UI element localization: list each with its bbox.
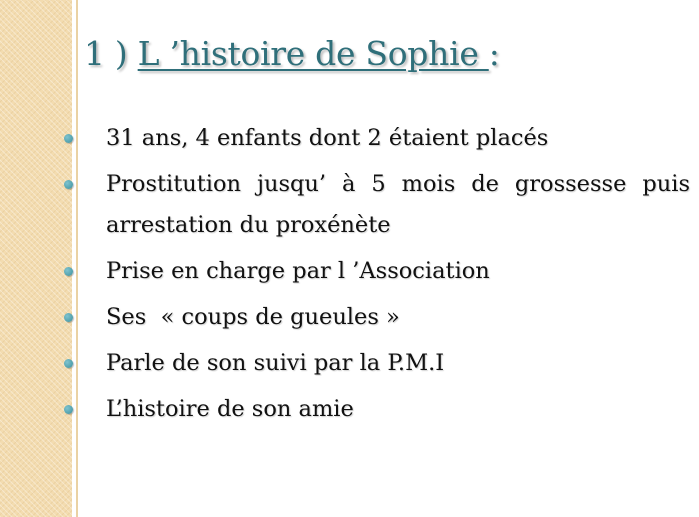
bullet-item-amie xyxy=(64,389,690,430)
bullet-point-icon xyxy=(64,359,73,368)
bullet-text: Parle de son suivi par la P.M.I xyxy=(106,350,445,376)
bullet-point-icon xyxy=(64,180,73,189)
bullet-list xyxy=(64,118,690,435)
bullet-point-icon xyxy=(64,134,73,143)
bullet-text: Ses « coups de gueules » xyxy=(106,304,400,330)
bullet-text-line-2: arrestation du proxénète xyxy=(106,212,391,238)
bullet-point-icon xyxy=(64,313,73,322)
bullet-item-prostitution xyxy=(64,164,690,246)
bullet-text: Prise en charge par l ’Association xyxy=(106,258,490,284)
bullet-item-coups xyxy=(64,297,690,338)
bullet-text: 31 ans, 4 enfants dont 2 étaient placés xyxy=(106,125,549,151)
title-colon: : xyxy=(488,34,500,73)
bullet-item-association xyxy=(64,251,690,292)
slide-title xyxy=(84,34,500,73)
bullet-item-pmi xyxy=(64,343,690,384)
title-main-text: L ’histoire de Sophie xyxy=(137,34,489,73)
bullet-text: L’histoire de son amie xyxy=(106,396,354,422)
decorative-side-band xyxy=(0,0,72,517)
bullet-point-icon xyxy=(64,405,73,414)
bullet-item-age xyxy=(64,118,690,159)
title-number: 1 ) xyxy=(84,34,138,73)
bullet-text-line-1: Prostitution jusqu’ à 5 mois de grossesse puis xyxy=(106,171,690,197)
bullet-point-icon xyxy=(64,267,73,276)
